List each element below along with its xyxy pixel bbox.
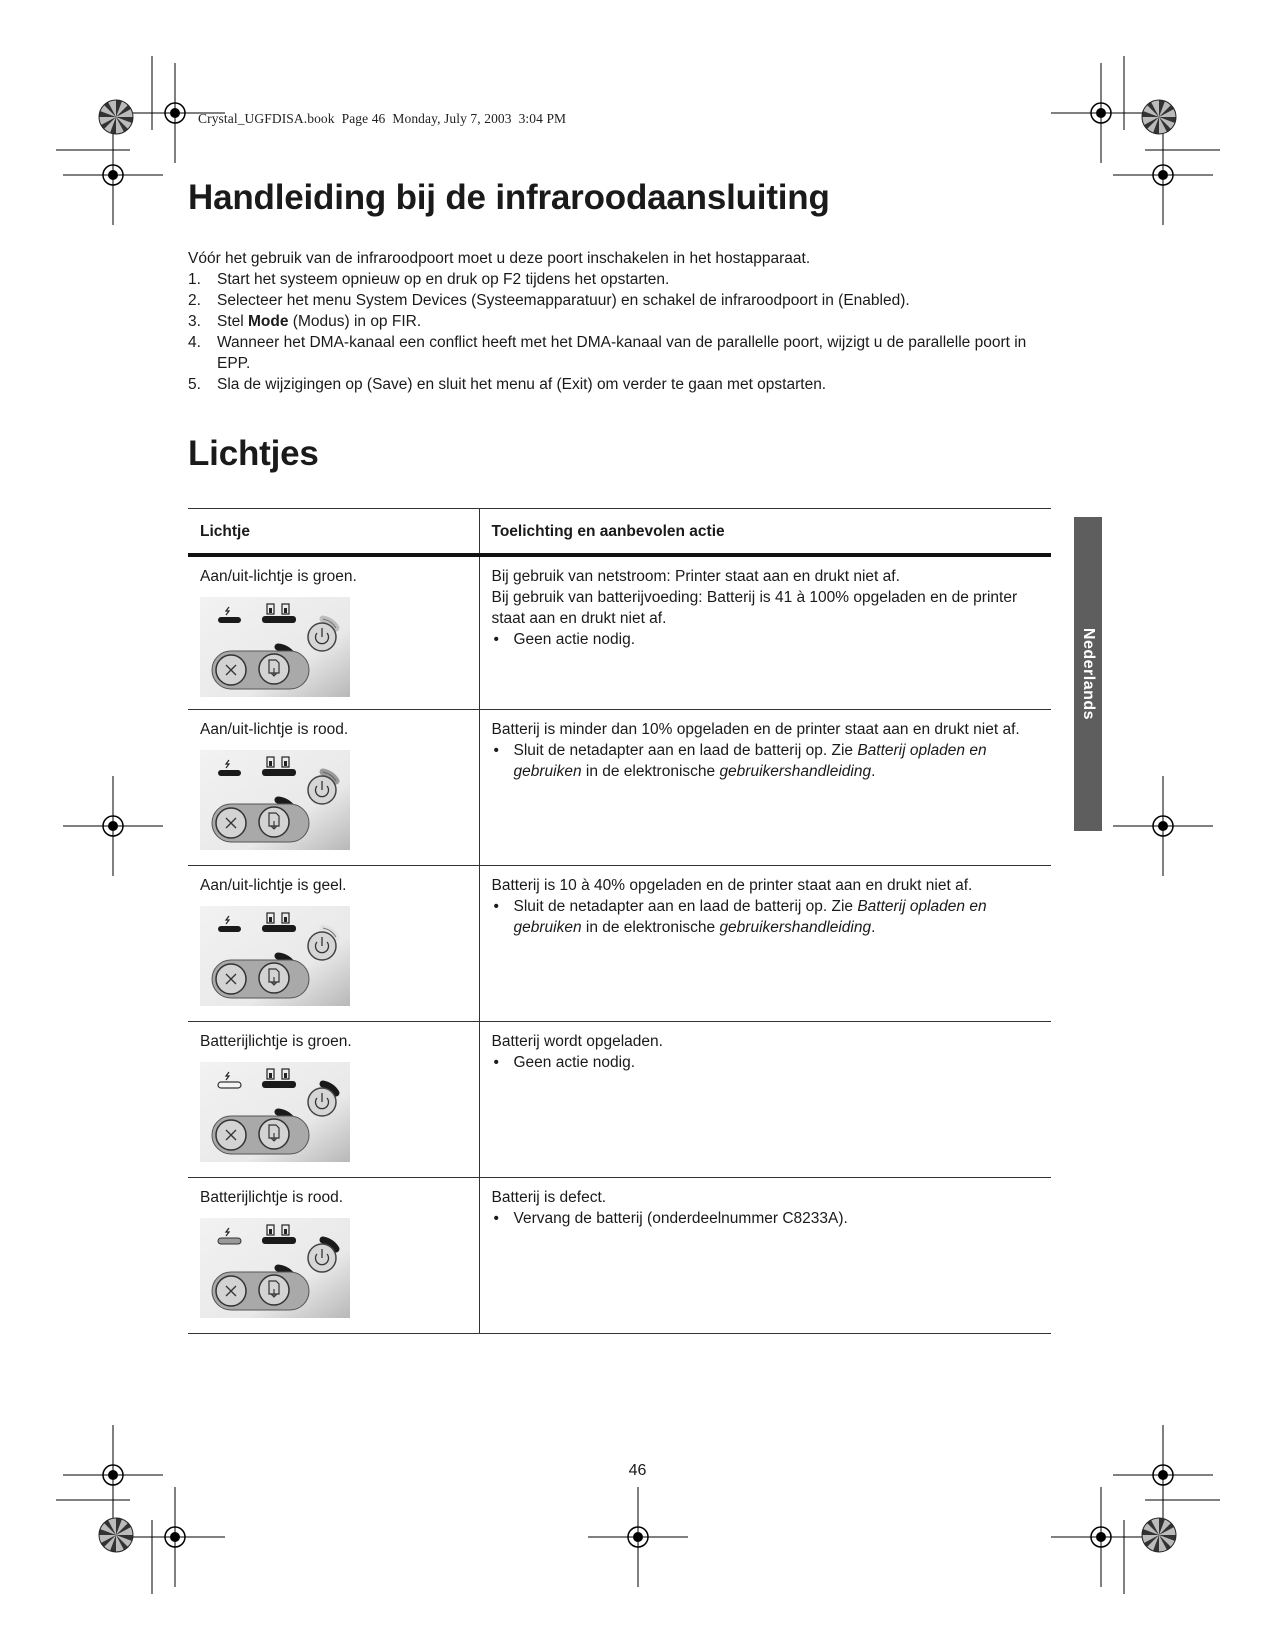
- action-cell: Batterij is defect. • Vervang de batterij (onderdeelnummer C8233A).: [479, 1177, 1051, 1333]
- printer-panel-image: [200, 906, 350, 1006]
- light-label: Aan/uit-lichtje is rood.: [200, 720, 349, 738]
- light-cell: [188, 709, 479, 865]
- table-row: [188, 1021, 1051, 1177]
- table-row: [188, 555, 1051, 709]
- action-cell: Batterij wordt opgeladen. • Geen actie nodig.: [479, 1021, 1051, 1177]
- ir-step: 3. Stel Mode (Modus) in op FIR.: [188, 313, 422, 330]
- action-bullet: • Geen actie nodig.: [492, 1052, 1040, 1073]
- registration-mark-right-lower: [1113, 1425, 1213, 1525]
- registration-mark-bottom-left: [125, 1487, 225, 1587]
- battery-light: [218, 1082, 241, 1088]
- registration-mark-bottom-right: [1051, 1487, 1151, 1587]
- ir-step: 2. Selecteer het menu System Devices (Systeemapparatuur) en schakel de infraroodpoort in (Enabled).: [188, 292, 910, 309]
- language-tab-label: Nederlands: [1080, 627, 1097, 721]
- color-wheel-top-right: [1142, 100, 1176, 134]
- language-tab: [1074, 517, 1102, 831]
- light-cell: [188, 1021, 479, 1177]
- ir-step: 4. Wanneer het DMA-kanaal een conflict heeft met het DMA-kanaal van de parallelle poort, wijzigt u de parallelle poort in EPP.: [188, 334, 1027, 372]
- ir-instructions: [188, 248, 1058, 395]
- battery-status-light: [262, 1081, 296, 1088]
- ir-section-title: Handleiding bij de infraroodaansluiting: [188, 178, 830, 217]
- battery-status-light: [262, 925, 296, 932]
- color-wheel-bottom-left: [99, 1518, 133, 1552]
- lights-table: [188, 508, 1051, 1334]
- table-row: [188, 865, 1051, 1021]
- registration-mark-left-upper: [63, 125, 163, 225]
- registration-mark-left-middle: [63, 776, 163, 876]
- manual-reference: Batterij opladen en gebruiken: [513, 897, 987, 936]
- header-file: Crystal_UGFDISA.book: [198, 111, 335, 126]
- battery-light: [218, 770, 241, 776]
- printer-panel-image: [200, 750, 350, 850]
- color-wheel-bottom-right: [1142, 1518, 1176, 1552]
- light-label: Aan/uit-lichtje is groen.: [200, 568, 357, 585]
- printer-panel-image: [200, 1218, 350, 1318]
- color-wheel-top-left: [99, 100, 133, 134]
- battery-status-light: [262, 769, 296, 776]
- header-page: Page 46: [341, 111, 386, 126]
- printer-panel-image: [200, 597, 350, 697]
- light-label: Batterijlichtje is groen.: [200, 1032, 352, 1050]
- light-cell: [188, 865, 479, 1021]
- table-row: [188, 709, 1051, 865]
- column-header-light: Lichtje: [188, 509, 479, 556]
- battery-light: [218, 1238, 241, 1244]
- column-header-action: Toelichting en aanbevolen actie: [479, 509, 1051, 556]
- registration-mark-top-right: [1051, 63, 1151, 163]
- battery-status-light: [262, 616, 296, 623]
- ir-step: 5. Sla de wijzigingen op (Save) en sluit het menu af (Exit) om verder te gaan met opstarten.: [188, 376, 827, 393]
- light-cell: [188, 555, 479, 709]
- ir-intro: Vóór het gebruik van de infraroodpoort moet u deze poort inschakelen in het hostapparaat.: [188, 250, 811, 267]
- book-header: [198, 111, 566, 127]
- registration-mark-bottom-center: [588, 1487, 688, 1587]
- battery-light: [218, 617, 241, 623]
- table-row: [188, 1177, 1051, 1333]
- header-date: Monday, July 7, 2003: [392, 111, 512, 126]
- manual-reference: Batterij opladen en gebruiken: [513, 741, 987, 780]
- ir-steps-list: [188, 269, 1058, 395]
- manual-name: gebruikershandleiding: [719, 918, 872, 936]
- header-time: 3:04 PM: [518, 111, 567, 126]
- light-label: Batterijlichtje is rood.: [200, 1188, 344, 1206]
- registration-mark-right-middle: [1113, 776, 1213, 876]
- light-label: Aan/uit-lichtje is geel.: [200, 876, 347, 894]
- manual-name: gebruikershandleiding: [719, 762, 872, 780]
- action-bullet: • Vervang de batterij (onderdeelnummer C8233A).: [492, 1208, 1040, 1229]
- page-number: 46: [628, 1462, 647, 1479]
- lights-section-title: Lichtjes: [188, 434, 319, 473]
- light-cell: [188, 1177, 479, 1333]
- action-bullet: • Sluit de netadapter aan en laad de batterij op. Zie Batterij opladen en gebruiken in de elektronische gebruikershandleiding.: [492, 740, 1040, 782]
- registration-mark-right-upper: [1113, 125, 1213, 225]
- action-cell: Bij gebruik van netstroom: Printer staat aan en drukt niet af. Bij gebruik van batterijvoeding: Batterij is 41 à 100% opgeladen en de printer staat aan en drukt niet af. • Geen actie nodig.: [479, 555, 1051, 709]
- action-bullet: • Geen actie nodig.: [492, 629, 1040, 650]
- action-cell: Batterij is minder dan 10% opgeladen en de printer staat aan en drukt niet af. • Sluit de netadapter aan en laad de batterij op. Zie Batterij opladen en gebruiken in de elektronische gebruikershandleiding.: [479, 709, 1051, 865]
- ir-step: 1. Start het systeem opnieuw op en druk op F2 tijdens het opstarten.: [188, 271, 670, 288]
- table-header-row: [188, 509, 1051, 556]
- action-bullet: • Sluit de netadapter aan en laad de batterij op. Zie Batterij opladen en gebruiken in de elektronische gebruikershandleiding.: [492, 896, 1040, 938]
- action-cell: Batterij is 10 à 40% opgeladen en de printer staat aan en drukt niet af. • Sluit de netadapter aan en laad de batterij op. Zie Batterij opladen en gebruiken in de elektronische gebruikershandleiding.: [479, 865, 1051, 1021]
- mode-keyword: Mode: [248, 313, 289, 330]
- registration-mark-left-lower: [63, 1425, 163, 1525]
- battery-status-light: [262, 1237, 296, 1244]
- battery-light: [218, 926, 241, 932]
- printer-panel-image: [200, 1062, 350, 1162]
